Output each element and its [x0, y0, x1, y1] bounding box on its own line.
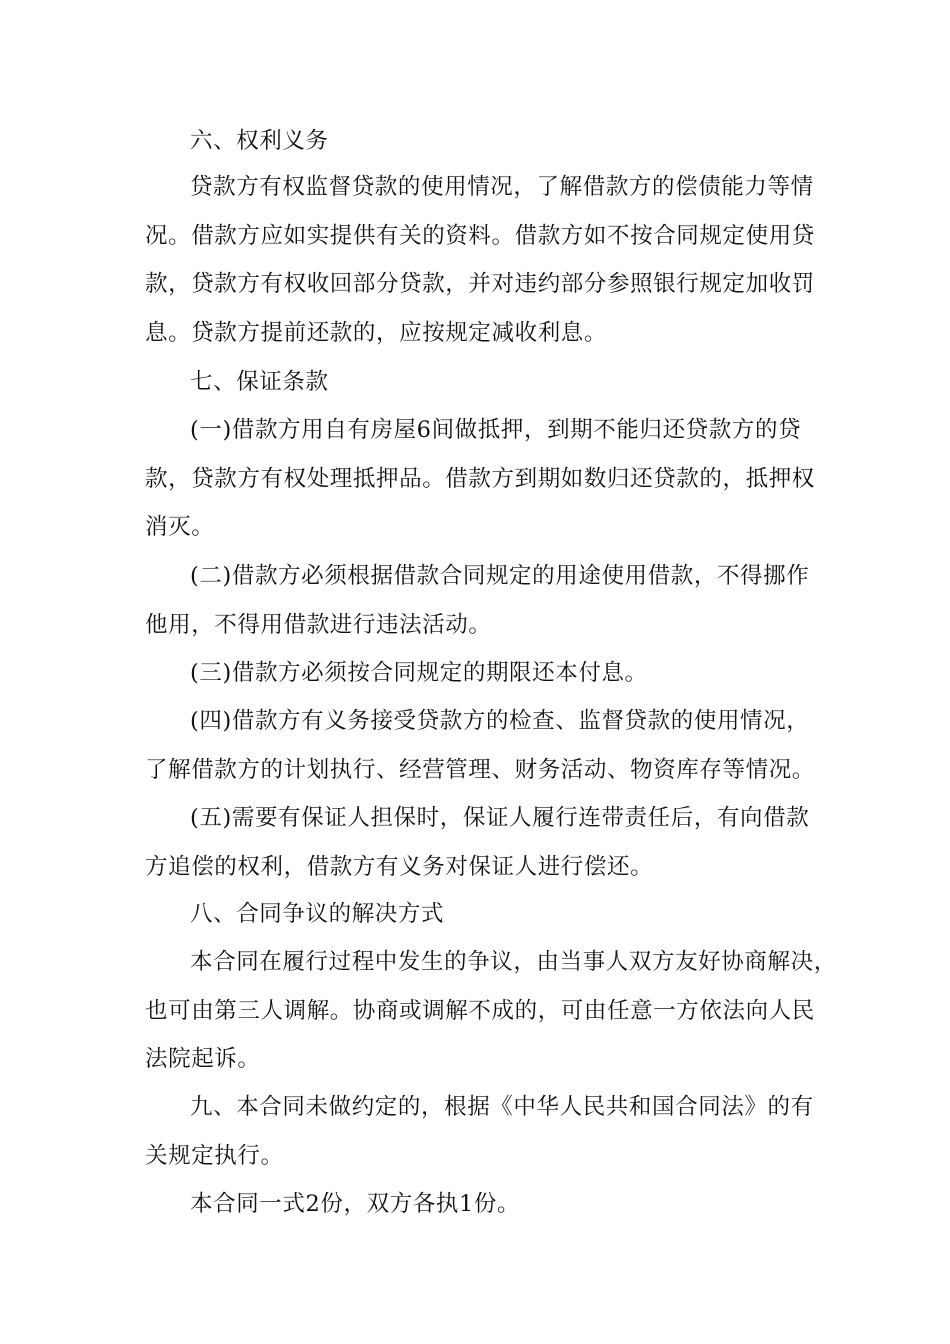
text-line: 也可由第三人调解。协商或调解不成的，可由任意一方依法向人民: [145, 997, 815, 1024]
text-line: 款，贷款方有权处理抵押品。借款方到期如数归还贷款的，抵押权: [145, 465, 815, 492]
section-9: [145, 1083, 814, 1180]
text-line: 本合同一式2份，双方各执1份。: [190, 1191, 521, 1217]
section-7-item-4: [145, 697, 815, 794]
text-line: (二)借款方必须根据借款合同规定的用途使用借款，不得挪作: [190, 563, 810, 589]
text-line: 九、本合同未做约定的，根据《中华人民共和国合同法》的有: [190, 1094, 814, 1120]
text-line: 消灭。: [145, 514, 215, 541]
text-line: 况。借款方应如实提供有关的资料。借款方如不按合同规定使用贷: [145, 222, 815, 249]
text-line: (四)借款方有义务接受贷款方的检查、监督贷款的使用情况，: [190, 708, 810, 734]
text-line: 贷款方有权监督贷款的使用情况，了解借款方的偿债能力等情: [190, 174, 814, 200]
text-line: (五)需要有保证人担保时，保证人履行连带责任后，有向借款: [190, 805, 810, 831]
text-line: 了解借款方的计划执行、经营管理、财务活动、物资库存等情况。: [145, 756, 815, 783]
text-line: 法院起诉。: [145, 1046, 261, 1073]
section-6-body: [145, 163, 815, 357]
text-line: 关规定执行。: [145, 1142, 284, 1169]
text-line: 八、合同争议的解决方式: [190, 901, 445, 927]
section-7-item-5: [145, 794, 810, 891]
section-8-body: [145, 938, 837, 1084]
text-line: 七、保证条款: [190, 369, 329, 395]
text-line: (三)借款方必须按合同规定的期限还本付息。: [190, 660, 648, 686]
text-line: 本合同在履行过程中发生的争议，由当事人双方友好协商解决，: [190, 949, 837, 975]
text-line: 款，贷款方有权收回部分贷款，并对违约部分参照银行规定加收罚: [145, 271, 815, 298]
text-line: 六、权利义务: [190, 128, 329, 154]
section-8-heading: [145, 890, 805, 939]
text-line: 息。贷款方提前还款的，应按规定减收利息。: [145, 319, 608, 346]
section-7-heading: [145, 358, 805, 407]
text-line: 他用，不得用借款进行违法活动。: [145, 611, 492, 638]
section-7-item-1: [145, 406, 815, 552]
section-7-item-3: [145, 649, 805, 698]
section-6-heading: [145, 117, 805, 166]
copies-clause: [145, 1180, 805, 1229]
text-line: 方追偿的权利，借款方有义务对保证人进行偿还。: [145, 853, 654, 880]
text-line: (一)借款方用自有房屋6间做抵押，到期不能归还贷款方的贷: [190, 417, 802, 443]
section-7-item-2: [145, 552, 810, 649]
